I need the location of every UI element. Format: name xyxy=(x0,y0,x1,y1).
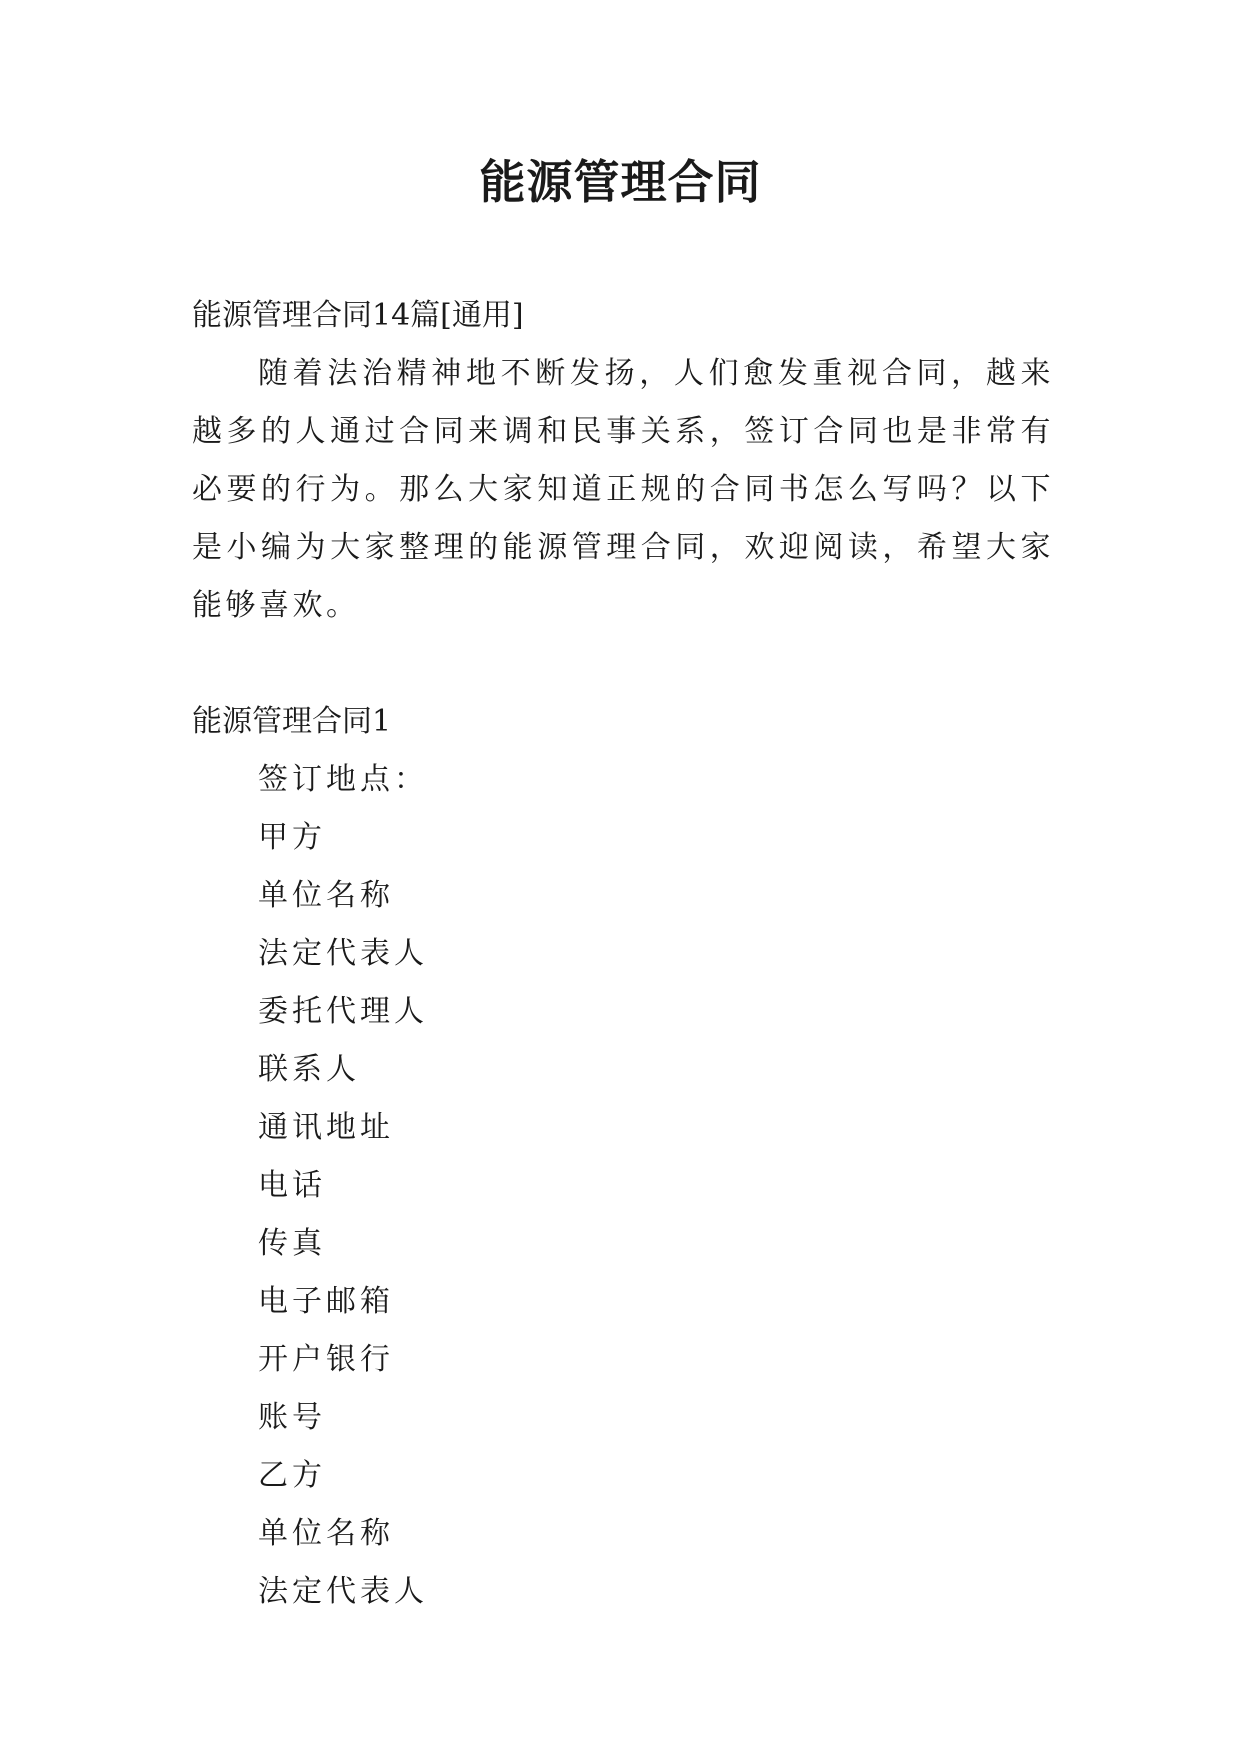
intro-paragraph: 随着法治精神地不断发扬，人们愈发重视合同，越来越多的人通过合同来调和民事关系，签订合同也是非常有必要的行为。那么大家知道正规的合同书怎么写吗？以下是小编为大家整理的能源管理合同，欢迎阅读，希望大家能够喜欢。 xyxy=(192,356,1054,623)
field-mailing-address: 通讯地址 xyxy=(258,1110,394,1145)
document-title: 能源管理合同 xyxy=(479,155,762,209)
field-party-a: 甲方 xyxy=(258,820,326,855)
field-company-name: 单位名称 xyxy=(258,1516,394,1551)
field-company-name: 单位名称 xyxy=(258,878,394,913)
field-legal-representative: 法定代表人 xyxy=(258,1574,428,1609)
field-authorized-agent: 委托代理人 xyxy=(258,994,428,1029)
field-bank: 开户银行 xyxy=(258,1342,394,1377)
document-body xyxy=(192,287,1054,1621)
field-fax: 传真 xyxy=(258,1226,326,1261)
field-party-b: 乙方 xyxy=(258,1458,326,1493)
field-account-number: 账号 xyxy=(258,1400,326,1435)
section-heading: 能源管理合同1 xyxy=(192,704,392,739)
field-phone: 电话 xyxy=(258,1168,326,1203)
field-signing-place: 签订地点： xyxy=(258,762,428,797)
field-contact-person: 联系人 xyxy=(258,1052,360,1087)
paragraph-spacer xyxy=(192,635,1054,693)
field-legal-representative: 法定代表人 xyxy=(258,936,428,971)
document-subtitle: 能源管理合同14篇[通用] xyxy=(192,298,524,333)
field-email: 电子邮箱 xyxy=(258,1284,394,1319)
